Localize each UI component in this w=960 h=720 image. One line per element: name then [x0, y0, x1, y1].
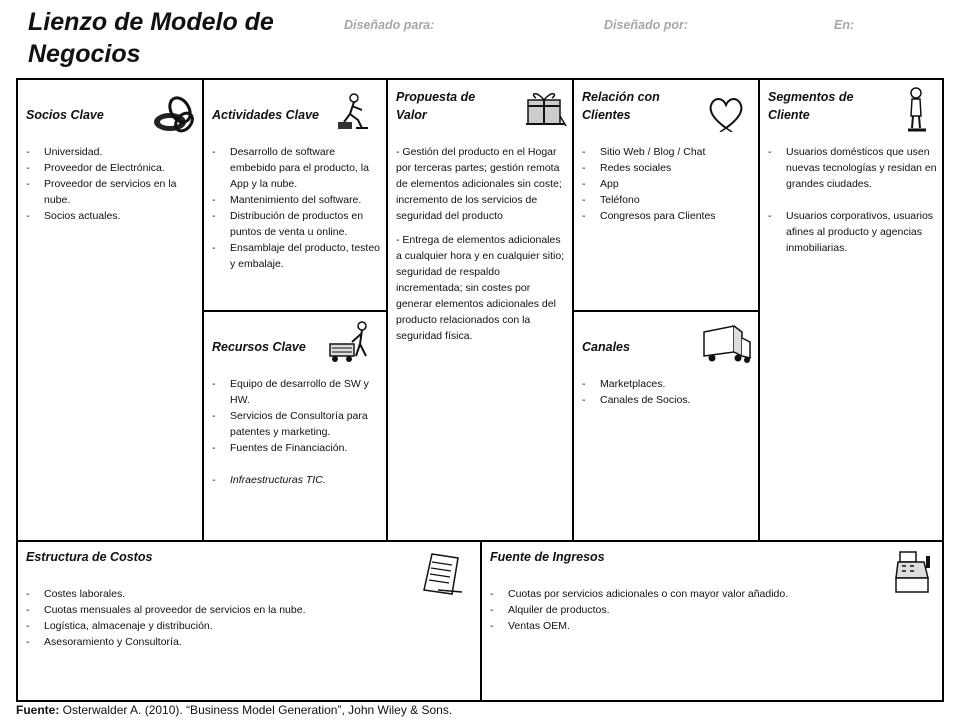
customer-relationships-block — [572, 78, 760, 312]
key-activities-list — [212, 144, 382, 272]
value-proposition-block — [386, 78, 574, 542]
list-item: - Cuotas por servicios adicionales o con mayor valor añadido. — [490, 586, 880, 602]
list-item: - Alquiler de productos. — [490, 602, 880, 618]
value-proposition-paragraph: - Entrega de elementos adicionales a cualquier hora y en cualquier sitio; seguridad de respaldo incrementada; sin costes por generar elementos adicionales del producto relacionados con la seguridad física. — [396, 234, 565, 342]
revenue-streams-title: Fuente de Ingresos — [490, 550, 605, 564]
designed-by-label: Diseñado por: — [604, 18, 689, 32]
worker-with-cart-icon — [326, 320, 374, 364]
list-item: - Costes laborales. — [26, 586, 406, 602]
list-item: - Infraestructuras TIC. — [212, 472, 382, 488]
cost-structure-list — [26, 586, 406, 650]
revenue-streams-block — [480, 540, 944, 702]
customer-segments-list — [768, 144, 938, 256]
gift-icon — [522, 86, 568, 128]
list-item: - Distribución de productos en puntos de venta u online. — [212, 208, 382, 240]
list-item: - Usuarios domésticos que usen nuevas tecnologías y residan en grandes ciudades. — [768, 144, 938, 192]
value-proposition-title: Propuesta de Valor — [396, 90, 476, 122]
key-activities-block — [202, 78, 388, 312]
list-item: - Fuentes de Financiación. — [212, 440, 382, 456]
list-item: - Logística, almacenaje y distribución. — [26, 618, 406, 634]
list-item: - Usuarios corporativos, usuarios afines al producto y agencias inmobiliarias. — [768, 208, 938, 256]
customer-relationships-list — [582, 144, 754, 224]
invoice-icon — [418, 550, 468, 596]
key-partners-title: Socios Clave — [26, 108, 104, 122]
list-item: - Sitio Web / Blog / Chat — [582, 144, 754, 160]
customer-relationships-title: Relación con Clientes — [582, 90, 660, 122]
list-item: - Congresos para Clientes — [582, 208, 754, 224]
designed-for-label: Diseñado para: — [344, 18, 435, 32]
list-item: - Proveedor de Electrónica. — [26, 160, 198, 176]
key-resources-list — [212, 376, 382, 488]
cost-structure-block — [16, 540, 482, 702]
list-item: - Asesoramiento y Consultoría. — [26, 634, 406, 650]
list-item: - Ensamblaje del producto, testeo y embalaje. — [212, 240, 382, 272]
channels-block — [572, 310, 760, 542]
key-activities-title: Actividades Clave — [212, 108, 319, 122]
list-item: - Desarrollo de software embebido para el producto, la App y la nube. — [212, 144, 382, 192]
key-resources-title: Recursos Clave — [212, 340, 306, 354]
cash-register-icon — [892, 548, 936, 598]
list-item: - Teléfono — [582, 192, 754, 208]
person-icon — [900, 86, 932, 134]
key-partners-list — [26, 144, 198, 224]
list-item: - App — [582, 176, 754, 192]
source-text: Osterwalder A. (2010). “Business Model Generation”, John Wiley & Sons. — [59, 703, 453, 717]
list-item: - Equipo de desarrollo de SW y HW. — [212, 376, 382, 408]
source-citation — [16, 703, 452, 717]
list-item: - Ventas OEM. — [490, 618, 880, 634]
chain-link-icon — [150, 94, 200, 136]
list-item: - Canales de Socios. — [582, 392, 754, 408]
customer-segments-block — [758, 78, 944, 542]
revenue-streams-list — [490, 586, 880, 634]
value-proposition-text — [396, 144, 568, 352]
source-label: Fuente: — [16, 703, 60, 717]
page-title: Lienzo de Modelo de Negocios — [28, 8, 274, 68]
list-item: - Marketplaces. — [582, 376, 754, 392]
customer-segments-title: Segmentos de Cliente — [768, 90, 854, 122]
cost-structure-title: Estructura de Costos — [26, 550, 153, 564]
list-item: - Cuotas mensuales al proveedor de servicios en la nube. — [26, 602, 406, 618]
list-item: - Universidad. — [26, 144, 198, 160]
key-resources-block — [202, 310, 388, 544]
key-partners-block — [16, 78, 204, 542]
date-label: En: — [834, 18, 855, 32]
truck-icon — [700, 322, 754, 364]
value-proposition-paragraph: - Gestión del producto en el Hogar por terceras partes; gestión remota de elementos adicionales sin coste; incremento de los servicios de seguridad del producto — [396, 146, 562, 222]
list-item: - Socios actuales. — [26, 208, 198, 224]
channels-title: Canales — [582, 340, 630, 354]
list-item: - Redes sociales — [582, 160, 754, 176]
worker-icon — [336, 92, 370, 132]
channels-list — [582, 376, 754, 408]
list-item: - Mantenimiento del software. — [212, 192, 382, 208]
list-item: - Servicios de Consultoría para patentes y marketing. — [212, 408, 382, 440]
heart-icon — [706, 94, 746, 132]
list-item: - Proveedor de servicios en la nube. — [26, 176, 198, 208]
